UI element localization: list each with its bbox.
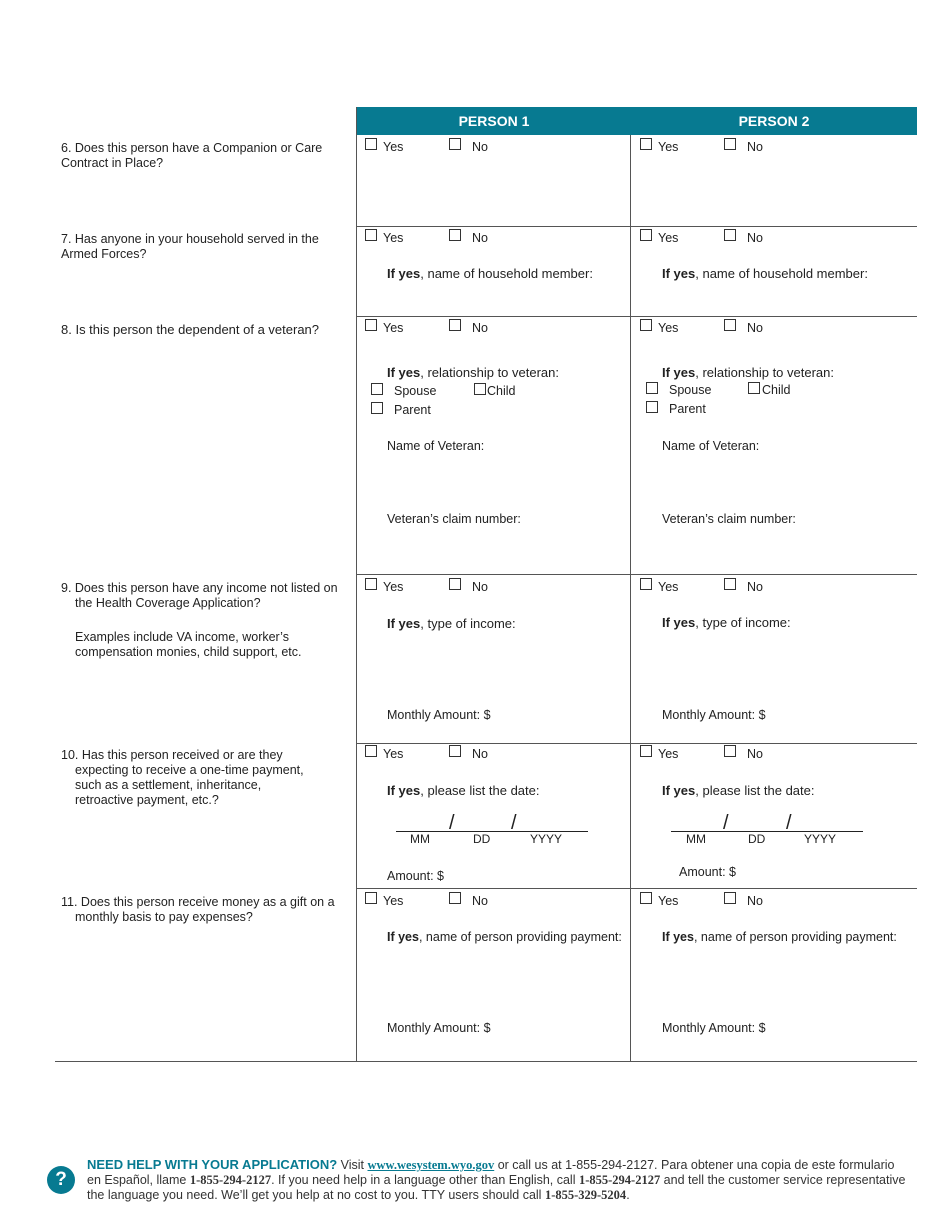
q11-p1-monthly-amount-label: Monthly Amount: $: [387, 1021, 491, 1035]
tty-phone: 1-855-329-5204: [544, 1188, 627, 1202]
if-yes-text: , name of person providing payment:: [693, 930, 897, 944]
q10-p1-yes-checkbox[interactable]: [365, 745, 377, 757]
if-yes-bold: If yes: [387, 783, 421, 798]
yes-label: Yes: [383, 894, 404, 908]
if-yes-text: , relationship to veteran:: [695, 365, 834, 380]
q8-p1-no-checkbox[interactable]: [449, 319, 461, 331]
if-yes-bold: If yes: [387, 365, 421, 380]
q7-p2-if-yes: [662, 266, 868, 281]
q6-p1-yes-checkbox[interactable]: [365, 138, 377, 150]
person1-header: PERSON 1: [357, 107, 631, 135]
question-6: [61, 141, 322, 171]
yes-label: Yes: [658, 894, 679, 908]
yes-label: Yes: [658, 580, 679, 594]
q8-p2-if-yes: [662, 365, 834, 380]
q11-p1-if-yes: [387, 930, 622, 945]
help-question-icon: ?: [47, 1166, 75, 1194]
q9-p1-monthly-amount-label: Monthly Amount: $: [387, 708, 491, 722]
website-link[interactable]: www.wesystem.wyo.gov: [367, 1158, 495, 1172]
q9-p1-if-yes: [387, 616, 516, 631]
q10-p1-no-checkbox[interactable]: [449, 745, 461, 757]
yes-label: Yes: [383, 580, 404, 594]
row-divider: [357, 888, 917, 889]
no-label: No: [472, 231, 488, 245]
help-text: or call us at 1-855-294-2127. Para obtener una copia de este formulario en Español, llame: [87, 1158, 895, 1187]
no-label: No: [747, 231, 763, 245]
question-note: Examples include VA income, worker’s: [75, 630, 289, 644]
date-slash: /: [511, 812, 517, 834]
if-yes-bold: If yes: [662, 266, 696, 281]
dd-label: DD: [473, 832, 491, 846]
row-divider: [357, 743, 917, 744]
q8-p2-spouse-checkbox[interactable]: [646, 382, 658, 394]
q6-p2-no-checkbox[interactable]: [724, 138, 736, 150]
yyyy-label: YYYY: [530, 832, 563, 846]
q9-p2-no-checkbox[interactable]: [724, 578, 736, 590]
q11-p1-yes-checkbox[interactable]: [365, 892, 377, 904]
help-title: NEED HELP WITH YOUR APPLICATION?: [87, 1157, 338, 1172]
q8-p1-name-of-veteran-label: Name of Veteran:: [387, 439, 485, 453]
no-label: No: [472, 747, 488, 761]
question-7: [61, 232, 319, 262]
q8-p1-parent-checkbox[interactable]: [371, 402, 383, 414]
q11-p2-monthly-amount-label: Monthly Amount: $: [662, 1021, 766, 1035]
q10-p2-amount-label: Amount: $: [679, 865, 736, 879]
q7-p1-no-checkbox[interactable]: [449, 229, 461, 241]
q10-p2-if-yes: [662, 783, 815, 798]
q7-p1-if-yes: [387, 266, 593, 281]
q10-p2-yes-checkbox[interactable]: [640, 745, 652, 757]
question-9: [61, 581, 338, 660]
question-text: retroactive payment, etc.?: [75, 793, 219, 807]
parent-label: Parent: [394, 403, 431, 417]
q10-p1-if-yes: [387, 783, 540, 798]
help-phone: 1-855-294-2127: [578, 1173, 661, 1187]
if-yes-text: , please list the date:: [420, 783, 540, 798]
yes-label: Yes: [658, 321, 679, 335]
if-yes-bold: If yes: [662, 930, 694, 944]
if-yes-text: , please list the date:: [695, 783, 815, 798]
date-slash: /: [449, 812, 455, 834]
person2-header: PERSON 2: [631, 107, 917, 135]
if-yes-text: , name of person providing payment:: [418, 930, 622, 944]
q6-p2-yes-checkbox[interactable]: [640, 138, 652, 150]
question-text: the Health Coverage Application?: [75, 596, 261, 610]
no-label: No: [747, 580, 763, 594]
if-yes-bold: If yes: [662, 783, 696, 798]
q8-p1-yes-checkbox[interactable]: [365, 319, 377, 331]
row-divider: [357, 574, 917, 575]
if-yes-bold: If yes: [662, 615, 696, 630]
yes-label: Yes: [383, 747, 404, 761]
if-yes-text: , relationship to veteran:: [420, 365, 559, 380]
mm-label: MM: [686, 832, 706, 846]
q8-p1-child-checkbox[interactable]: [474, 383, 486, 395]
q8-p2-yes-checkbox[interactable]: [640, 319, 652, 331]
parent-label: Parent: [669, 402, 706, 416]
question-text: 6. Does this person have a Companion or Care: [61, 141, 323, 155]
q11-p2-no-checkbox[interactable]: [724, 892, 736, 904]
q8-p2-child-checkbox[interactable]: [748, 382, 760, 394]
q10-p1-amount-label: Amount: $: [387, 869, 444, 883]
question-10: [61, 748, 304, 808]
yes-label: Yes: [658, 747, 679, 761]
question-11: [61, 895, 335, 925]
if-yes-bold: If yes: [387, 930, 419, 944]
q9-p1-yes-checkbox[interactable]: [365, 578, 377, 590]
yes-label: Yes: [658, 231, 679, 245]
date-slash: /: [786, 812, 792, 834]
q7-p2-no-checkbox[interactable]: [724, 229, 736, 241]
q10-p2-no-checkbox[interactable]: [724, 745, 736, 757]
q8-p1-spouse-checkbox[interactable]: [371, 383, 383, 395]
child-label: Child: [487, 384, 516, 398]
q7-p1-yes-checkbox[interactable]: [365, 229, 377, 241]
help-footer: [87, 1157, 907, 1203]
no-label: No: [472, 580, 488, 594]
row-divider: [357, 316, 917, 317]
q11-p1-no-checkbox[interactable]: [449, 892, 461, 904]
question-text: monthly basis to pay expenses?: [75, 910, 253, 924]
dd-label: DD: [748, 832, 766, 846]
no-label: No: [747, 321, 763, 335]
spacer: [61, 611, 338, 630]
if-yes-bold: If yes: [387, 616, 421, 631]
mm-label: MM: [410, 832, 430, 846]
if-yes-bold: If yes: [662, 365, 696, 380]
question-text: 11. Does this person receive money as a gift on a: [61, 895, 335, 909]
no-label: No: [747, 894, 763, 908]
if-yes-bold: If yes: [387, 266, 421, 281]
table-bottom-rule: [55, 1061, 917, 1062]
question-text: 8. Is this person the dependent of a veteran?: [61, 322, 320, 337]
if-yes-text: , name of household member:: [420, 266, 593, 281]
q11-p2-if-yes: [662, 930, 897, 945]
yes-label: Yes: [383, 140, 404, 154]
question-note: compensation monies, child support, etc.: [75, 645, 302, 659]
help-text: .: [626, 1188, 630, 1202]
q6-p1-no-checkbox[interactable]: [449, 138, 461, 150]
q8-p1-claim-number-label: Veteran’s claim number:: [387, 512, 521, 526]
help-text: . If you need help in a language other than English, call: [271, 1173, 579, 1187]
column-divider-1: [356, 107, 357, 1062]
q8-p2-claim-number-label: Veteran’s claim number:: [662, 512, 796, 526]
q8-p2-name-of-veteran-label: Name of Veteran:: [662, 439, 760, 453]
row-divider: [357, 226, 917, 227]
q11-p2-yes-checkbox[interactable]: [640, 892, 652, 904]
help-text: and tell the customer service representative the language you need. We’ll get you help at no cost to you. TTY users should call: [87, 1173, 906, 1202]
q9-p1-no-checkbox[interactable]: [449, 578, 461, 590]
q8-p2-no-checkbox[interactable]: [724, 319, 736, 331]
help-phone: 1-855-294-2127: [189, 1173, 272, 1187]
q8-p1-if-yes: [387, 365, 559, 380]
spouse-label: Spouse: [669, 383, 712, 397]
yes-label: Yes: [383, 321, 404, 335]
question-text: Armed Forces?: [61, 247, 147, 261]
question-8: [61, 322, 319, 337]
q9-p2-yes-checkbox[interactable]: [640, 578, 652, 590]
no-label: No: [472, 321, 488, 335]
if-yes-text: , type of income:: [695, 615, 791, 630]
date-slash: /: [723, 812, 729, 834]
spouse-label: Spouse: [394, 384, 437, 398]
yyyy-label: YYYY: [804, 832, 837, 846]
no-label: No: [747, 140, 763, 154]
question-text: Contract in Place?: [61, 156, 164, 170]
q9-p2-monthly-amount-label: Monthly Amount: $: [662, 708, 766, 722]
if-yes-text: , name of household member:: [695, 266, 868, 281]
yes-label: Yes: [383, 231, 404, 245]
child-label: Child: [762, 383, 791, 397]
help-text: Visit: [337, 1158, 368, 1172]
question-text: such as a settlement, inheritance,: [75, 778, 262, 792]
yes-label: Yes: [658, 140, 679, 154]
if-yes-text: , type of income:: [420, 616, 516, 631]
no-label: No: [472, 894, 488, 908]
question-text: 7. Has anyone in your household served in the: [61, 232, 319, 246]
question-text: 9. Does this person have any income not listed on: [61, 581, 338, 595]
q7-p2-yes-checkbox[interactable]: [640, 229, 652, 241]
question-text: expecting to receive a one-time payment,: [75, 763, 304, 777]
q8-p2-parent-checkbox[interactable]: [646, 401, 658, 413]
no-label: No: [472, 140, 488, 154]
no-label: No: [747, 747, 763, 761]
column-divider-2: [630, 135, 631, 1062]
question-text: 10. Has this person received or are they: [61, 748, 283, 762]
q9-p2-if-yes: [662, 615, 791, 630]
